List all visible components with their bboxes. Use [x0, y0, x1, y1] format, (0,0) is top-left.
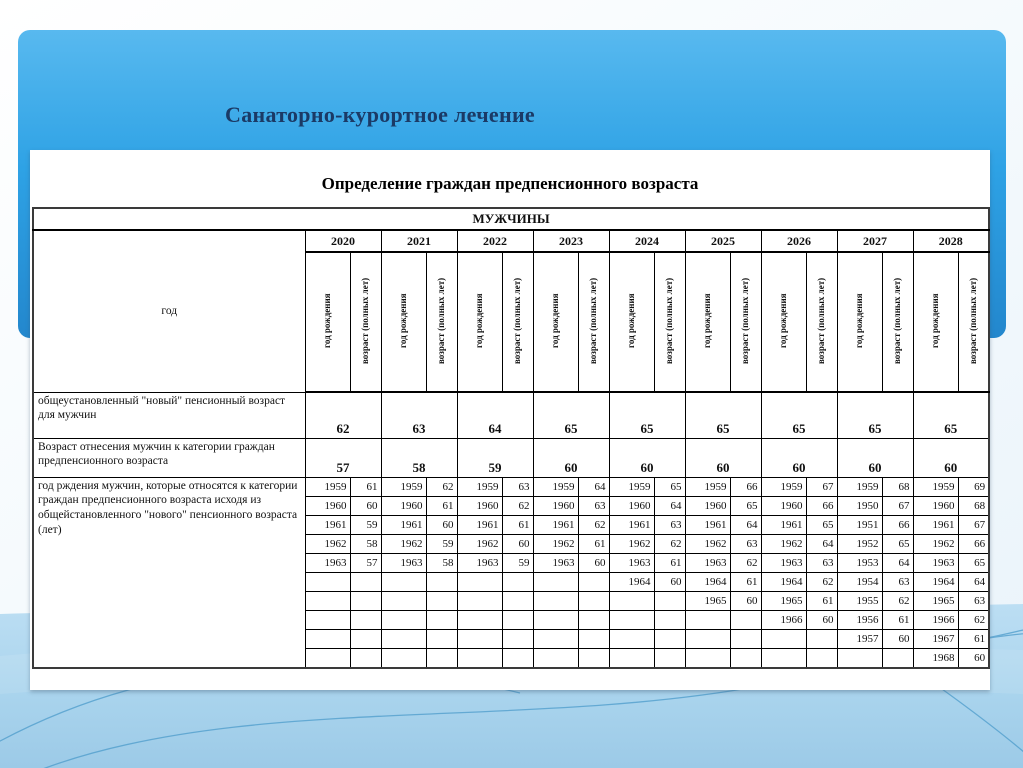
birth-year-cell: 1960 — [305, 496, 350, 515]
age-cell: 60 — [958, 648, 989, 668]
age-cell: 65 — [730, 496, 761, 515]
age-cell: 59 — [502, 553, 533, 572]
birth-year-cell: 1963 — [457, 553, 502, 572]
birth-year-cell — [457, 610, 502, 629]
birth-year-cell: 1960 — [913, 496, 958, 515]
age-cell: 59 — [350, 515, 381, 534]
table-row — [33, 438, 989, 477]
year-header-2026: 2026 — [761, 230, 837, 252]
birth-year-cell: 1961 — [685, 515, 730, 534]
birth-year-cell — [305, 610, 350, 629]
age-cell: 62 — [882, 591, 913, 610]
age-cell — [654, 610, 685, 629]
age-cell — [654, 591, 685, 610]
birth-year-cell: 1965 — [913, 591, 958, 610]
birth-year-cell — [305, 629, 350, 648]
birth-year-cell: 1954 — [837, 572, 882, 591]
subheader-age-2027 — [882, 252, 913, 392]
birth-year-cell: 1950 — [837, 496, 882, 515]
subheader-age-2022-text: возраст (полных лет) — [511, 277, 522, 364]
age-cell — [502, 572, 533, 591]
birth-year-cell — [609, 591, 654, 610]
birth-year-cell: 1961 — [457, 515, 502, 534]
gender-header-cell: МУЖЧИНЫ — [33, 208, 989, 230]
birth-year-cell: 1962 — [609, 534, 654, 553]
subheader-birth-2022-text: год рождения — [473, 293, 484, 348]
birth-year-cell: 1964 — [913, 572, 958, 591]
age-cell: 63 — [730, 534, 761, 553]
age-cell: 60 — [578, 553, 609, 572]
new-age-2025: 65 — [685, 392, 761, 438]
subheader-age-2026 — [806, 252, 837, 392]
age-cell — [502, 610, 533, 629]
birth-year-cell: 1960 — [609, 496, 654, 515]
age-cell — [426, 648, 457, 668]
age-cell: 67 — [806, 477, 837, 496]
birth-year-cell: 1963 — [685, 553, 730, 572]
pre-age-2027: 60 — [837, 438, 913, 477]
birth-year-cell — [685, 610, 730, 629]
new-age-2024: 65 — [609, 392, 685, 438]
subheader-birth-2022 — [457, 252, 502, 392]
age-cell: 63 — [502, 477, 533, 496]
age-cell — [350, 572, 381, 591]
subheader-age-2021 — [426, 252, 457, 392]
birth-year-cell: 1962 — [685, 534, 730, 553]
birth-year-cell: 1957 — [837, 629, 882, 648]
age-cell: 66 — [882, 515, 913, 534]
table-row — [33, 208, 989, 230]
subheader-birth-2027-text: год рождения — [853, 293, 864, 348]
year-col-label-cell: год — [33, 230, 305, 392]
age-cell: 59 — [426, 534, 457, 553]
subheader-birth-2024 — [609, 252, 654, 392]
table-body — [33, 208, 989, 668]
age-cell — [502, 629, 533, 648]
birth-year-cell: 1959 — [457, 477, 502, 496]
age-cell — [426, 572, 457, 591]
birth-year-cell: 1961 — [761, 515, 806, 534]
subheader-age-2025-text: возраст (полных лет) — [739, 277, 750, 364]
age-cell — [426, 610, 457, 629]
age-cell — [882, 648, 913, 668]
pre-age-2023: 60 — [533, 438, 609, 477]
birth-year-cell — [457, 629, 502, 648]
birth-year-cell — [685, 648, 730, 668]
age-cell: 63 — [882, 572, 913, 591]
birth-year-cell: 1959 — [533, 477, 578, 496]
birth-year-cell — [837, 648, 882, 668]
age-cell — [350, 648, 381, 668]
age-cell — [578, 629, 609, 648]
age-cell — [502, 648, 533, 668]
birth-year-cell: 1956 — [837, 610, 882, 629]
age-cell: 61 — [350, 477, 381, 496]
age-cell: 65 — [882, 534, 913, 553]
age-cell: 61 — [882, 610, 913, 629]
age-cell — [730, 610, 761, 629]
age-cell: 64 — [654, 496, 685, 515]
subheader-birth-2026 — [761, 252, 806, 392]
birth-year-cell — [609, 629, 654, 648]
birth-year-cell — [381, 572, 426, 591]
year-header-2022: 2022 — [457, 230, 533, 252]
birth-year-cell: 1959 — [685, 477, 730, 496]
subheader-age-2023-text: возраст (полных лет) — [587, 277, 598, 364]
pre-age-2026: 60 — [761, 438, 837, 477]
age-cell — [654, 629, 685, 648]
new-age-2026: 65 — [761, 392, 837, 438]
age-cell: 60 — [806, 610, 837, 629]
age-cell: 64 — [958, 572, 989, 591]
pre-age-2024: 60 — [609, 438, 685, 477]
birth-year-cell — [533, 629, 578, 648]
birth-year-cell: 1959 — [305, 477, 350, 496]
subheader-age-2023 — [578, 252, 609, 392]
subheader-age-2020-text: возраст (полных лет) — [359, 277, 370, 364]
subheader-birth-2020 — [305, 252, 350, 392]
subheader-birth-2021-text: год рождения — [397, 293, 408, 348]
age-cell: 63 — [806, 553, 837, 572]
new-age-2023: 65 — [533, 392, 609, 438]
age-cell — [502, 591, 533, 610]
age-cell: 65 — [654, 477, 685, 496]
subheader-birth-2025 — [685, 252, 730, 392]
birth-year-cell — [381, 591, 426, 610]
subheader-age-2024 — [654, 252, 685, 392]
birth-year-cell: 1962 — [761, 534, 806, 553]
age-cell: 63 — [578, 496, 609, 515]
age-cell: 61 — [654, 553, 685, 572]
subheader-age-2020 — [350, 252, 381, 392]
label-new-pension-age: общеустановленный "новый" пенсионный возраст для мужчин — [33, 392, 305, 438]
birth-year-cell: 1967 — [913, 629, 958, 648]
pre-age-2020: 57 — [305, 438, 381, 477]
birth-year-cell: 1960 — [685, 496, 730, 515]
age-cell: 67 — [958, 515, 989, 534]
year-header-2021: 2021 — [381, 230, 457, 252]
birth-year-cell: 1955 — [837, 591, 882, 610]
age-cell: 60 — [882, 629, 913, 648]
subheader-birth-2025-text: год рождения — [701, 293, 712, 348]
birth-year-cell: 1960 — [381, 496, 426, 515]
year-header-2028: 2028 — [913, 230, 989, 252]
age-cell — [578, 591, 609, 610]
age-cell: 66 — [730, 477, 761, 496]
subheader-age-2028 — [958, 252, 989, 392]
age-cell: 62 — [730, 553, 761, 572]
age-cell: 61 — [806, 591, 837, 610]
new-age-2021: 63 — [381, 392, 457, 438]
birth-year-cell — [533, 591, 578, 610]
age-cell — [806, 648, 837, 668]
pre-age-2028: 60 — [913, 438, 989, 477]
birth-year-cell: 1960 — [761, 496, 806, 515]
age-cell: 64 — [806, 534, 837, 553]
birth-year-cell: 1966 — [913, 610, 958, 629]
content-panel — [30, 150, 990, 690]
subheader-birth-2028 — [913, 252, 958, 392]
subheader-birth-2020-text: год рождения — [321, 293, 332, 348]
year-header-2027: 2027 — [837, 230, 913, 252]
age-cell — [350, 591, 381, 610]
age-cell: 62 — [958, 610, 989, 629]
age-cell — [654, 648, 685, 668]
year-header-2020: 2020 — [305, 230, 381, 252]
birth-year-cell: 1966 — [761, 610, 806, 629]
birth-year-cell: 1963 — [533, 553, 578, 572]
age-cell: 68 — [958, 496, 989, 515]
age-cell: 67 — [882, 496, 913, 515]
subheader-birth-2023-text: год рождения — [549, 293, 560, 348]
age-cell: 57 — [350, 553, 381, 572]
age-cell: 61 — [730, 572, 761, 591]
birth-year-cell — [305, 591, 350, 610]
age-cell — [730, 629, 761, 648]
birth-year-cell: 1961 — [381, 515, 426, 534]
birth-year-cell — [457, 572, 502, 591]
birth-year-cell — [685, 629, 730, 648]
label-birth-years: год рждения мужчин, которые относятся к категории граждан предпенсионного возраста исходя из общейстановленного "нового" пенсионного возраста (лет) — [33, 477, 305, 668]
pre-age-2021: 58 — [381, 438, 457, 477]
birth-year-cell: 1960 — [457, 496, 502, 515]
age-cell — [350, 629, 381, 648]
age-cell: 61 — [502, 515, 533, 534]
birth-year-cell — [381, 648, 426, 668]
birth-year-cell: 1963 — [609, 553, 654, 572]
label-pre-pension-age: Возраст отнесения мужчин к категории граждан предпенсионного возраста — [33, 438, 305, 477]
birth-year-cell: 1963 — [761, 553, 806, 572]
birth-year-cell — [457, 648, 502, 668]
birth-year-cell — [533, 610, 578, 629]
birth-year-cell: 1968 — [913, 648, 958, 668]
age-cell: 66 — [958, 534, 989, 553]
birth-year-cell — [305, 572, 350, 591]
slide-title: Санаторно-курортное лечение — [225, 102, 535, 127]
birth-year-cell: 1951 — [837, 515, 882, 534]
subheader-age-2024-text: возраст (полных лет) — [663, 277, 674, 364]
birth-year-cell: 1962 — [457, 534, 502, 553]
birth-year-cell: 1959 — [913, 477, 958, 496]
year-header-2024: 2024 — [609, 230, 685, 252]
age-cell: 64 — [882, 553, 913, 572]
birth-year-cell — [761, 629, 806, 648]
age-cell: 66 — [806, 496, 837, 515]
age-cell: 64 — [730, 515, 761, 534]
pension-table — [32, 207, 990, 669]
birth-year-cell: 1964 — [685, 572, 730, 591]
birth-year-cell: 1953 — [837, 553, 882, 572]
age-cell — [806, 629, 837, 648]
age-cell — [730, 648, 761, 668]
age-cell: 65 — [958, 553, 989, 572]
age-cell: 62 — [502, 496, 533, 515]
birth-year-cell: 1962 — [381, 534, 426, 553]
birth-year-cell: 1965 — [685, 591, 730, 610]
subheader-birth-2026-text: год рождения — [777, 293, 788, 348]
age-cell: 58 — [426, 553, 457, 572]
birth-year-cell: 1962 — [913, 534, 958, 553]
age-cell — [578, 610, 609, 629]
pre-age-2025: 60 — [685, 438, 761, 477]
birth-year-cell: 1961 — [913, 515, 958, 534]
age-cell — [578, 572, 609, 591]
birth-year-cell — [381, 610, 426, 629]
subheader-age-2022 — [502, 252, 533, 392]
birth-year-cell — [305, 648, 350, 668]
table-row — [33, 392, 989, 438]
birth-year-cell: 1962 — [305, 534, 350, 553]
year-header-2023: 2023 — [533, 230, 609, 252]
age-cell: 62 — [654, 534, 685, 553]
age-cell: 60 — [654, 572, 685, 591]
birth-year-cell: 1959 — [381, 477, 426, 496]
birth-year-cell — [457, 591, 502, 610]
age-cell: 61 — [578, 534, 609, 553]
subheader-age-2021-text: возраст (полных лет) — [435, 277, 446, 364]
age-cell: 60 — [350, 496, 381, 515]
birth-year-cell: 1961 — [305, 515, 350, 534]
age-cell: 62 — [578, 515, 609, 534]
age-cell: 63 — [654, 515, 685, 534]
new-age-2028: 65 — [913, 392, 989, 438]
birth-year-cell: 1964 — [761, 572, 806, 591]
birth-year-cell: 1965 — [761, 591, 806, 610]
age-cell: 60 — [502, 534, 533, 553]
birth-year-cell — [533, 572, 578, 591]
subheader-birth-2027 — [837, 252, 882, 392]
age-cell: 69 — [958, 477, 989, 496]
birth-year-cell: 1961 — [533, 515, 578, 534]
birth-year-cell: 1963 — [913, 553, 958, 572]
age-cell: 62 — [806, 572, 837, 591]
age-cell: 62 — [426, 477, 457, 496]
new-age-2020: 62 — [305, 392, 381, 438]
birth-year-cell: 1959 — [609, 477, 654, 496]
subheader-birth-2024-text: год рождения — [625, 293, 636, 348]
age-cell: 58 — [350, 534, 381, 553]
birth-year-cell — [533, 648, 578, 668]
birth-year-cell: 1961 — [609, 515, 654, 534]
subheader-birth-2021 — [381, 252, 426, 392]
birth-year-cell: 1962 — [533, 534, 578, 553]
birth-year-cell: 1959 — [837, 477, 882, 496]
new-age-2022: 64 — [457, 392, 533, 438]
birth-year-cell: 1963 — [381, 553, 426, 572]
birth-year-cell — [381, 629, 426, 648]
birth-year-cell: 1952 — [837, 534, 882, 553]
subheader-age-2026-text: возраст (полных лет) — [815, 277, 826, 364]
birth-year-cell: 1959 — [761, 477, 806, 496]
pre-age-2022: 59 — [457, 438, 533, 477]
subheader-age-2028-text: возраст (полных лет) — [967, 277, 978, 364]
new-age-2027: 65 — [837, 392, 913, 438]
subheader-age-2027-text: возраст (полных лет) — [891, 277, 902, 364]
table-row — [33, 477, 989, 496]
birth-year-cell — [609, 610, 654, 629]
age-cell: 61 — [426, 496, 457, 515]
table-row — [33, 230, 989, 252]
age-cell: 63 — [958, 591, 989, 610]
age-cell: 68 — [882, 477, 913, 496]
birth-year-cell: 1964 — [609, 572, 654, 591]
subheader-birth-2028-text: год рождения — [929, 293, 940, 348]
age-cell — [350, 610, 381, 629]
age-cell — [426, 591, 457, 610]
subheader-age-2025 — [730, 252, 761, 392]
subheader-birth-2023 — [533, 252, 578, 392]
age-cell: 65 — [806, 515, 837, 534]
birth-year-cell: 1963 — [305, 553, 350, 572]
age-cell: 60 — [426, 515, 457, 534]
year-header-2025: 2025 — [685, 230, 761, 252]
birth-year-cell — [761, 648, 806, 668]
age-cell — [426, 629, 457, 648]
age-cell: 64 — [578, 477, 609, 496]
age-cell: 61 — [958, 629, 989, 648]
birth-year-cell — [609, 648, 654, 668]
table-title: Определение граждан предпенсионного возраста — [321, 174, 699, 193]
age-cell: 60 — [730, 591, 761, 610]
birth-year-cell: 1960 — [533, 496, 578, 515]
age-cell — [578, 648, 609, 668]
